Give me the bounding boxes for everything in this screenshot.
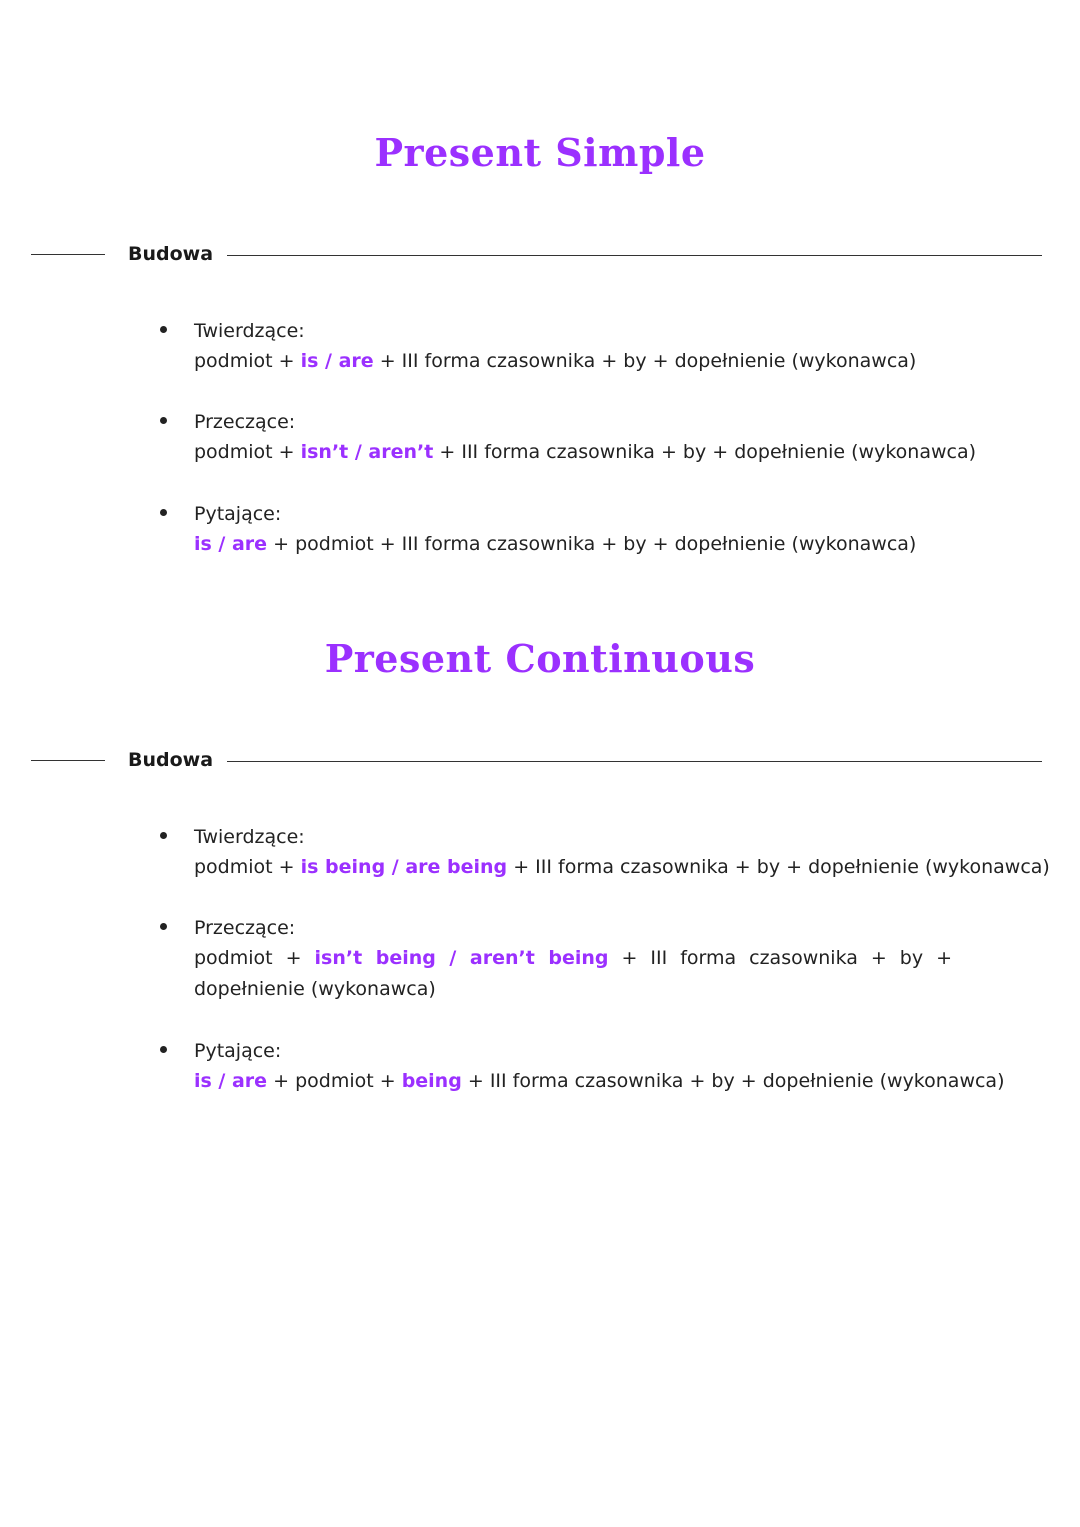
- formula-part: podmiot +: [194, 856, 301, 878]
- section-label: Budowa: [128, 749, 214, 771]
- bullet-icon: [160, 832, 167, 839]
- formula-part: + III forma czasownika + by + dopełnienie (wykonawca): [194, 947, 952, 1000]
- divider-right: [227, 255, 1042, 256]
- divider-left: [31, 254, 105, 255]
- formula-part: + III forma czasownika + by + dopełnienie (wykonawca): [373, 350, 917, 372]
- title-present-simple: Present Simple: [374, 130, 706, 175]
- formula-keyword: is / are: [194, 1070, 268, 1092]
- item-label: Przeczące:: [194, 411, 296, 433]
- formula-keyword: isn’t / aren’t: [300, 441, 434, 463]
- formula-part: podmiot +: [194, 441, 301, 463]
- formula-line: [194, 437, 977, 468]
- formula-part: + podmiot +: [267, 1070, 402, 1092]
- formula-keyword: is being / are being: [300, 856, 508, 878]
- title-present-continuous: Present Continuous: [324, 636, 756, 681]
- bullet-icon: [160, 509, 167, 516]
- formula-part: + podmiot + III forma czasownika + by + dopełnienie (wykonawca): [267, 533, 917, 555]
- formula-keyword: being: [401, 1070, 462, 1092]
- formula-part: + III forma czasownika + by + dopełnienie (wykonawca): [507, 856, 1050, 878]
- formula-part: podmiot +: [194, 350, 301, 372]
- formula-keyword: is / are: [194, 533, 268, 555]
- formula-line: [194, 1066, 1005, 1097]
- item-label: Przeczące:: [194, 917, 296, 939]
- section-label: Budowa: [128, 243, 214, 265]
- bullet-icon: [160, 417, 167, 424]
- divider-left: [31, 760, 105, 761]
- formula-part: + III forma czasownika + by + dopełnienie (wykonawca): [461, 1070, 1005, 1092]
- item-label: Twierdzące:: [194, 320, 305, 342]
- item-label: Pytające:: [194, 1040, 282, 1062]
- bullet-icon: [160, 326, 167, 333]
- formula-keyword: isn’t being / aren’t being: [314, 947, 609, 969]
- formula-part: podmiot +: [194, 947, 315, 969]
- item-label: Pytające:: [194, 503, 282, 525]
- formula-line: [194, 943, 952, 1005]
- section-header-budowa-continuous: [0, 746, 1080, 776]
- formula-line: [194, 346, 952, 377]
- formula-keyword: is / are: [300, 350, 374, 372]
- formula-line: [194, 529, 952, 560]
- bullet-icon: [160, 923, 167, 930]
- section-header-budowa-simple: [0, 240, 1080, 270]
- formula-line: [194, 852, 1050, 883]
- formula-part: + III forma czasownika + by + dopełnienie (wykonawca): [433, 441, 977, 463]
- divider-right: [227, 761, 1042, 762]
- item-label: Twierdzące:: [194, 826, 305, 848]
- bullet-icon: [160, 1046, 167, 1053]
